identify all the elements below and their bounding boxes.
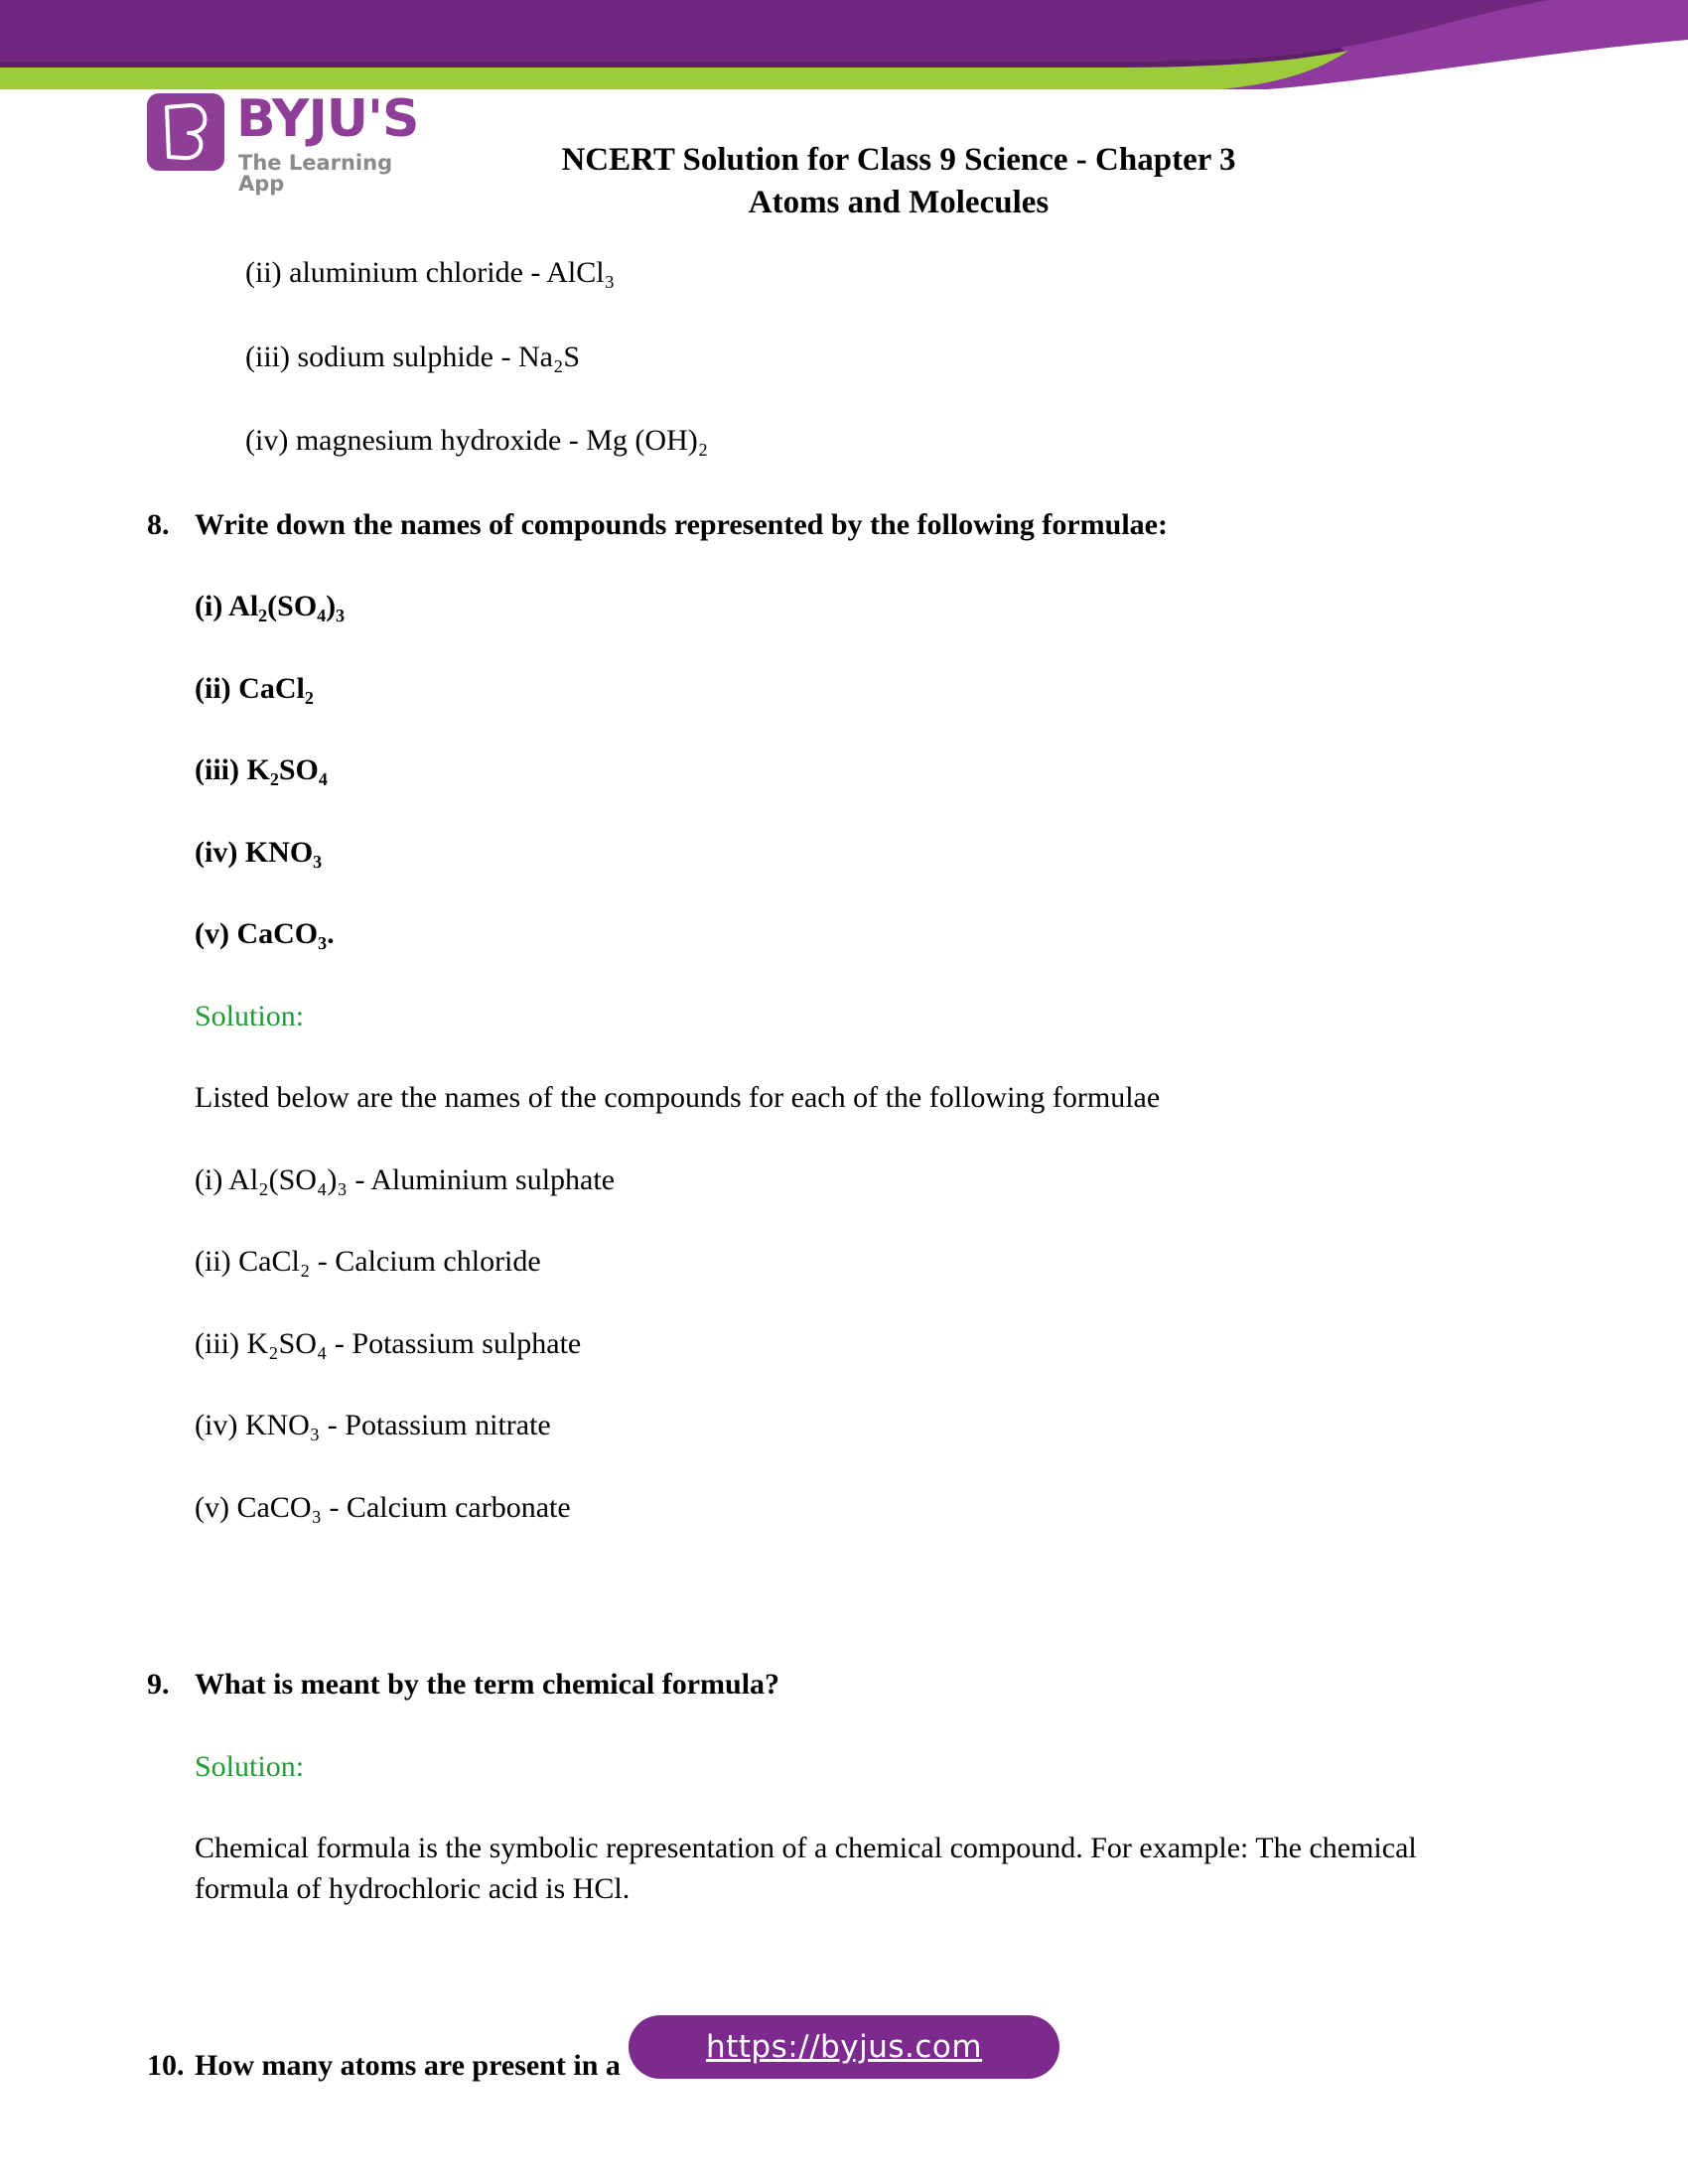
question-9-text: What is meant by the term chemical formula? [195,1668,780,1701]
list-item: (i) Al₂(SO₄)₃ - Aluminium sulphate [195,1162,616,1196]
solution-label-q9: Solution: [195,1749,305,1783]
page-title-line-1: NCERT Solution for Class 9 Science - Chapter 3 [561,142,1236,178]
page-title-line-2: Atoms and Molecules [748,184,1050,220]
question-10-number: 10. [147,2049,185,2082]
question-9-heading [147,1665,1688,1706]
list-item: (iv) KNO₃ - Potassium nitrate [195,1409,551,1441]
list-item: (v) CaCO₃ - Calcium carbonate [195,1490,571,1524]
solution-label-q8: Solution: [195,999,305,1032]
logo-wordmark: BYJU'S [236,89,419,149]
list-item: (iv) magnesium hydroxide - Mg (OH)₂ [245,424,709,457]
list-item: (i) Al₂(SO₄)₃ [195,590,346,622]
page-title [452,139,1345,224]
byjus-logo [147,91,445,196]
solution-text-q9: Chemical formula is the symbolic representation of a chemical compound. For example: The chemical formula of hydrochloric acid is HCl. [195,1832,1417,1905]
byjus-url-button[interactable]: https://byjus.com [629,2015,1059,2079]
question-9-number: 9. [147,1668,170,1701]
byjus-b-logo-icon [147,93,224,171]
list-item: (v) CaCO₃. [195,917,335,950]
question-10-text: How many atoms are present in a [195,2049,621,2082]
solution-intro-q8: Listed below are the names of the compounds for each of the following formulae [195,1081,1161,1114]
list-item: (ii) CaCl₂ [195,671,314,705]
question-8-text: Write down the names of compounds represented by the following formulae: [195,507,1168,541]
header-decoration-banner [0,0,1688,89]
logo-tagline: The Learning App [238,151,393,196]
question-8-number: 8. [147,507,170,541]
document-content [0,253,1688,2128]
list-item: (iii) sodium sulphide - Na₂S [245,340,581,373]
list-item: (ii) CaCl₂ - Calcium chloride [195,1245,541,1278]
section-spacer [0,1570,1688,1665]
footer [0,2015,1688,2079]
list-item: (iv) KNO₃ [195,835,323,869]
list-item: (iii) K₂SO₄ [195,753,328,786]
question-8-heading [147,505,1688,546]
list-item: (ii) aluminium chloride - AlCl₃ [245,256,616,289]
list-item: (iii) K₂SO₄ - Potassium sulphate [195,1326,582,1360]
